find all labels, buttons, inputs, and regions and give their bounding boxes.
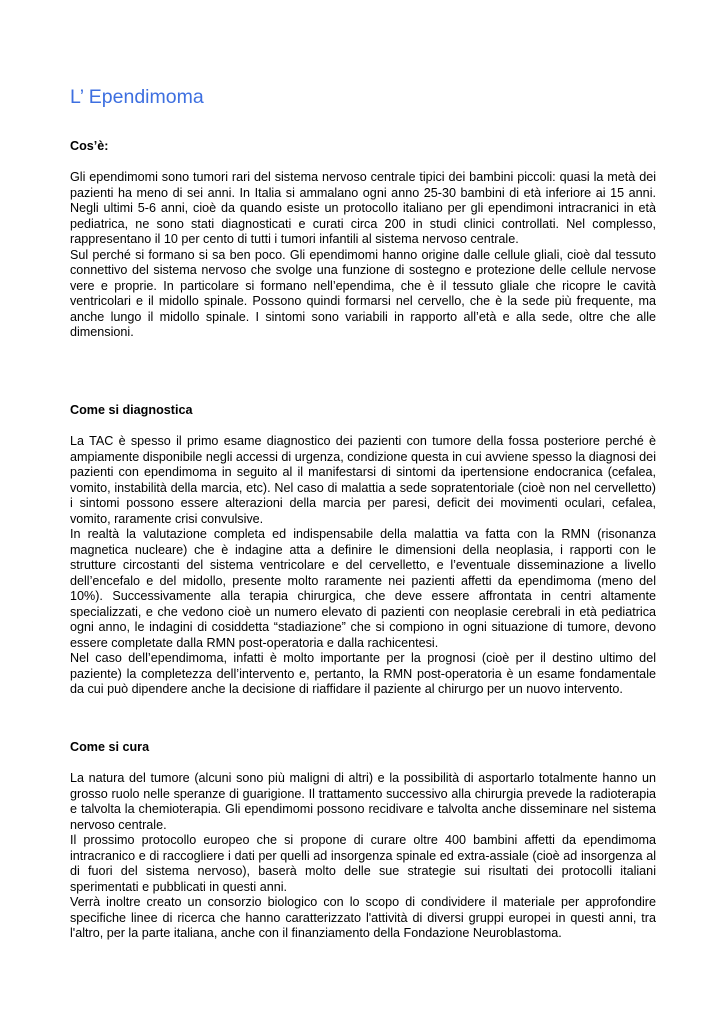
paragraph: In realtà la valutazione completa ed indispensabile della malattia va fatta con la RMN (risonanza magnetica nucleare) che è indagine atta a definire le dimensioni della neoplasia, i rapporti con le strutture circostanti del sistema ventricolare e del cervelletto, e l’eventuale disseminazione a livello dell’encefalo e del midollo, presente molto raramente nei pazienti affetti da ependimoma (meno del 10%). Successivamente alla terapia chirurgica, che deve essere affrontata in centri altamente specializzati, e che vedono cioè un numero elevato di pazienti con neoplasie cerebrali in età pediatrica ogni anno, le indagini di cosiddetta “stadiazione” che si compiono in ogni situazione di tumore, devono essere completate dalla RMN post-operatoria e dalla rachicentesi. [70, 527, 656, 650]
section-heading-come-si-diagnostica: Come si diagnostica [70, 403, 193, 417]
paragraph: La natura del tumore (alcuni sono più maligni di altri) e la possibilità di asportarlo totalmente hanno un grosso ruolo nelle speranze di guarigione. Il trattamento successivo alla chirurgia prevede la radioterapia e talvolta la chemioterapia. Gli ependimomi possono recidivare e talvolta anche disseminare nel sistema nervoso centrale. [70, 771, 656, 832]
section-body-cos-e [70, 170, 656, 341]
paragraph: Il prossimo protocollo europeo che si propone di curare oltre 400 bambini affetti da ependimoma intracranico e di raccogliere i dati per quelli ad insorgenza spinale ed extra-assiale (cioè ad insorgenza al di fuori del sistema nervoso), baserà molto delle sue strategie sui risultati dei protocolli italiani sperimentati e pubblicati in questi anni. [70, 833, 656, 894]
paragraph: Nel caso dell’ependimoma, infatti è molto importante per la prognosi (cioè per il destino ultimo del paziente) la completezza dell’intervento e, pertanto, la RMN post-operatoria è un esame fondamentale da cui può dipendere anche la decisione di riaffidare il paziente al chirurgo per un nuovo intervento. [70, 651, 656, 696]
document-title: L’ Ependimoma [70, 86, 204, 108]
section-heading-cos-e: Cos’è: [70, 139, 109, 153]
section-body-come-si-diagnostica [70, 434, 656, 698]
section-body-come-si-cura [70, 771, 656, 942]
paragraph: La TAC è spesso il primo esame diagnostico dei pazienti con tumore della fossa posteriore perché è ampiamente disponibile negli accessi di urgenza, condizione questa in cui avviene spesso la diagnosi dei pazienti con ependimoma in seguito al il manifestarsi di sintomi da ipertensione endocranica (cefalea, vomito, instabilità della marcia, etc). Nel caso di malattia a sede sopratentoriale (cioè non nel cervelletto) i sintomi possono essere alterazioni della marcia per paresi, deficit dei movimenti oculari, cefalea, vomito, raramente crisi convulsive. [70, 434, 656, 526]
paragraph: Gli ependimomi sono tumori rari del sistema nervoso centrale tipici dei bambini piccoli: quasi la metà dei pazienti ha meno di sei anni. In Italia si ammalano ogni anno 25-30 bambini di età inferiore ai 15 anni. Negli ultimi 5-6 anni, cioè da quando esiste un protocollo italiano per gli ependimoni intracranici in età pediatrica, ne sono stati diagnosticati e curati circa 200 in studi clinici controllati. Nel complesso, rappresentano il 10 per cento di tutti i tumori infantili al sistema nervoso centrale. [70, 170, 656, 246]
section-heading-come-si-cura: Come si cura [70, 740, 150, 754]
paragraph: Sul perché si formano si sa ben poco. Gli ependimomi hanno origine dalle cellule gliali, cioè dal tessuto connettivo del sistema nervoso che svolge una funzione di sostegno e protezione delle cellule nervose vere e proprie. In particolare si formano nell’ependima, che è il tessuto gliale che ricopre le cavità ventricolari e il midollo spinale. Possono quindi formarsi nel cervello, che è la sede più frequente, ma anche lungo il midollo spinale. I sintomi sono variabili in rapporto all’età e alla sede, oltre che alle dimensioni. [70, 247, 656, 339]
paragraph: Verrà inoltre creato un consorzio biologico con lo scopo di condividere il materiale per approfondire specifiche linee di ricerca che hanno caratterizzato l'attività di diversi gruppi europei in questi anni, tra l'altro, per la parte italiana, anche con il finanziamento della Fondazione Neuroblastoma. [70, 895, 656, 940]
